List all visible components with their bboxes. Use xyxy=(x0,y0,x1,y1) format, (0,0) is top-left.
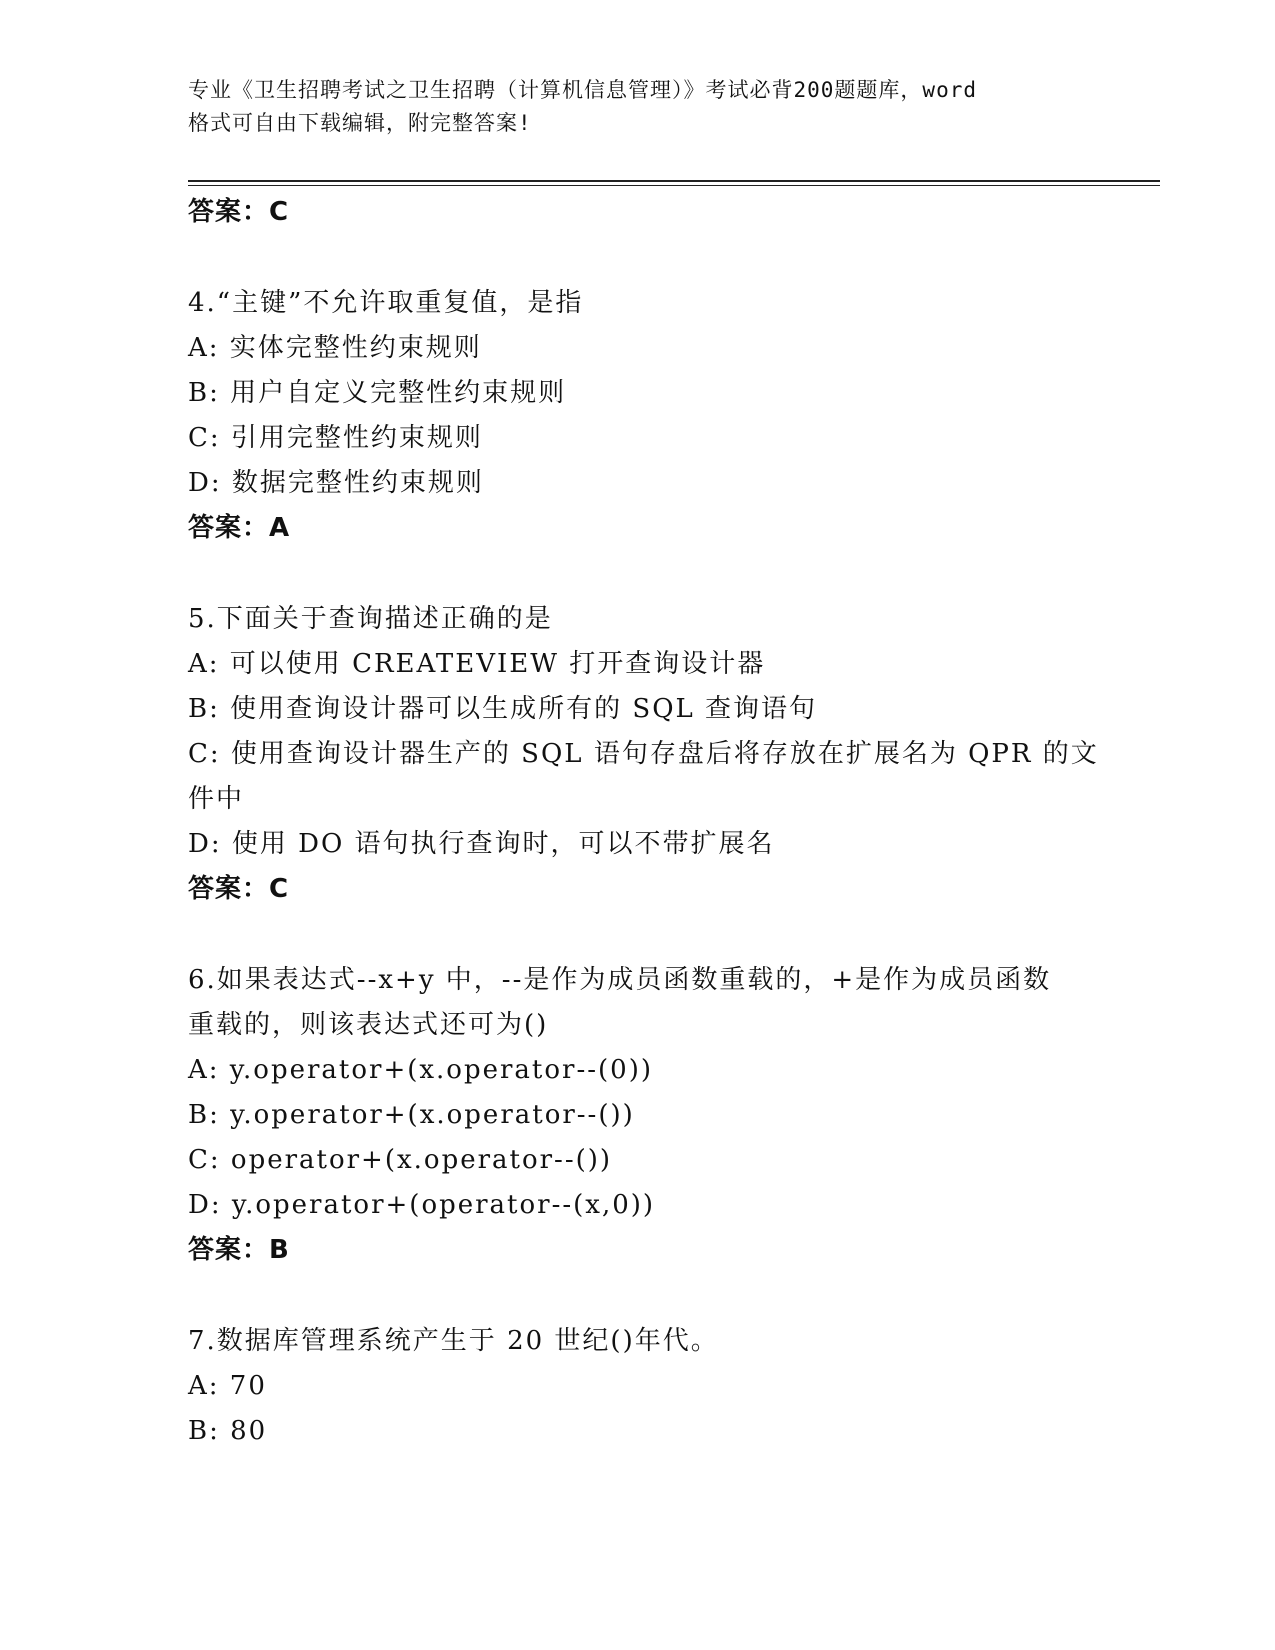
spacer xyxy=(188,235,1088,281)
question-block xyxy=(188,958,1088,1273)
question-block xyxy=(188,597,1099,912)
question-stem-continued: 重载的，则该表达式还可为() xyxy=(188,1010,549,1040)
answer-label: 答案：A xyxy=(188,513,291,543)
option-c: C: 使用查询设计器生产的 SQL 语句存盘后将存放在扩展名为 QPR 的文 xyxy=(188,739,1099,769)
spacer xyxy=(188,551,1088,597)
option-c-continued: 件中 xyxy=(188,784,245,814)
header-line-1: 专业《卫生招聘考试之卫生招聘（计算机信息管理）》考试必背200题题库，word xyxy=(188,78,977,102)
question-stem: 4.“主键”不允许取重复值，是指 xyxy=(188,288,584,318)
question-block xyxy=(188,1319,1088,1454)
option-a: A: 70 xyxy=(188,1371,267,1401)
answer-label: 答案：C xyxy=(188,874,290,904)
spacer xyxy=(188,912,1088,958)
option-b: B: 80 xyxy=(188,1416,268,1446)
option-b: B: 用户自定义完整性约束规则 xyxy=(188,378,567,408)
option-d: D: y.operator+(operator--(x,0)) xyxy=(188,1190,656,1220)
document-header xyxy=(188,74,1088,140)
option-b: B: y.operator+(x.operator--()) xyxy=(188,1100,635,1130)
header-line-2: 格式可自由下载编辑，附完整答案! xyxy=(188,111,532,135)
option-a: A: 可以使用 CREATEVIEW 打开查询设计器 xyxy=(188,649,766,679)
option-d: D: 使用 DO 语句执行查询时，可以不带扩展名 xyxy=(188,829,775,859)
answer-label: 答案：C xyxy=(188,197,290,227)
question-block xyxy=(188,281,1088,551)
question-stem: 5.下面关于查询描述正确的是 xyxy=(188,604,553,634)
question-stem: 6.如果表达式--x+y 中，--是作为成员函数重载的，+是作为成员函数 xyxy=(188,965,1052,995)
header-divider-thick xyxy=(188,180,1160,182)
question-stem: 7.数据库管理系统产生于 20 世纪()年代。 xyxy=(188,1326,719,1356)
option-a: A: y.operator+(x.operator--(0)) xyxy=(188,1055,653,1085)
option-c: C: operator+(x.operator--()) xyxy=(188,1145,613,1175)
option-a: A: 实体完整性约束规则 xyxy=(188,333,482,363)
header-divider-thin xyxy=(188,185,1160,186)
option-b: B: 使用查询设计器可以生成所有的 SQL 查询语句 xyxy=(188,694,818,724)
option-c: C: 引用完整性约束规则 xyxy=(188,423,483,453)
question-list xyxy=(188,190,1099,1454)
answer-label: 答案：B xyxy=(188,1235,290,1265)
option-d: D: 数据完整性约束规则 xyxy=(188,468,484,498)
spacer xyxy=(188,1273,1088,1319)
